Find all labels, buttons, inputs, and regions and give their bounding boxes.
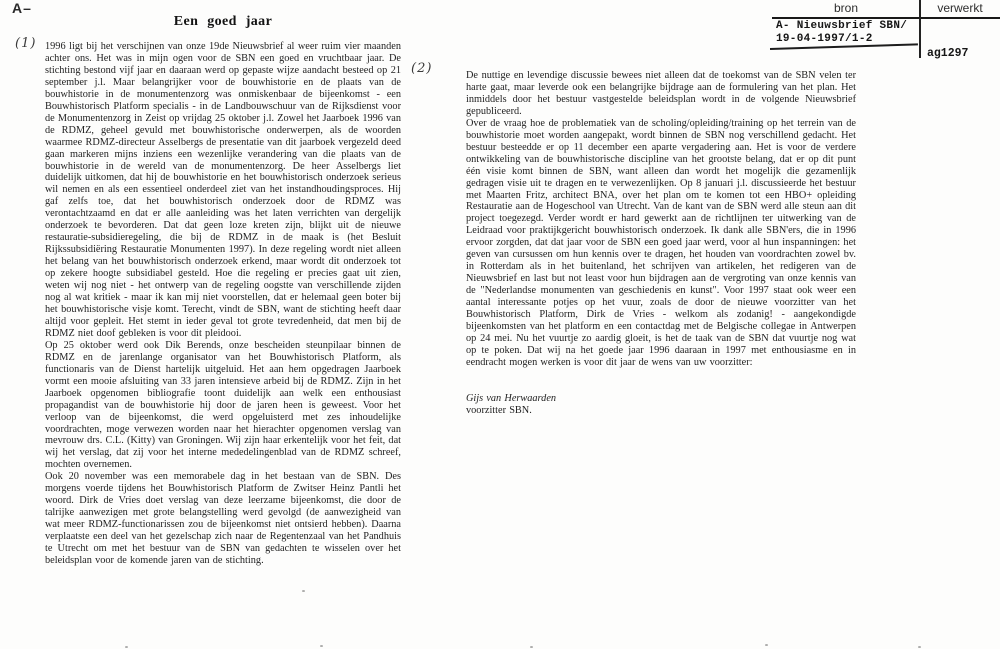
scan-artifact (302, 590, 305, 592)
stamp-vertical-divider (919, 0, 921, 58)
scan-artifact (320, 645, 323, 647)
handwritten-mark-1: (1) (15, 36, 37, 51)
paragraph: Over de vraag hoe de problematiek van de scholing/opleiding/training op het terrein van de bouwhistorie moet worden aangepakt, wordt binnen de SBN nog verschillend gedacht. Het bestuur besteedde er op 11 december een aparte vergadering aan. Het is voor de verdere ontwikkeling van de bouwhistorische discipline van het grootste belang, dat er op dit punt één visie komt binnen de SBN, want alleen dan wordt het mogelijk die gezamenlijk gedragen visie uit te dragen en te verwezenlijken. Op 8 januari j.l. discussieerde het bestuur met Maarten Fritz, architect BNA, over het plan om te komen tot een HBO+ opleiding Restauratie aan de Hogeschool van Utrecht. Van de kant van de SBN werd alle steun aan dit project toegezegd. Verder wordt er hard gewerkt aan de richtlijnen ter uitwerking van de Leidraad voor praktijkgericht bouwhistorisch onderzoek. Ik dank alle SBN'ers, die in 1996 ervoor zorgden, dat dat jaar voor de SBN een goed jaar werd, voor al hun inspanningen: het geven van cursussen om hun kennis over te dragen, het houden van voordrachten zowel bv. in Rotterdam als in het buitenland, het schrijven van artikelen, het redigeren van de Nieuwsbrief en last but not least voor hun bijdragen aan de vergroting van onze kennis van de "Nederlandse monumenten van geschiedenis en kunst". Voor 1997 staat ook weer een aantal interessante potjes op het vuur, zoals de door de nieuwe voorzitter van het Bouwhistorisch Platform, Dirk de Vries - welkom als zodanig! - aangekondigde bijeenkomsten van het platform en een contactdag met de Belgische collegae in Antwerpen op 24 mei. Nu het vuurtje zo aardig gloeit, is het de taak van de SBN dat vuurtje nog wat op te poken. Dat wij na het goede jaar 1996 daaraan in 1997 met enthousiasme en in eendracht mogen werken is voor dit jaar de wens van uw voorzitter: (466, 117, 856, 368)
paragraph: Ook 20 november was een memorabele dag in het bestaan van de SBN. Des morgens voerde tijdens het Bouwhistorisch Platform de Zwitser Heinz Pantli het woord. Dirk de Vries doet verslag van deze leerzame bijeenkomst, die door de talrijke aanwezigen met grote belangstelling werd gevolgd (de aanwezigheid van wat meer RDMZ-functionarissen zou de bijeenkomst niet ontsierd hebben). Daarna verplaatste een deel van het gezelschap zich naar de Regentenzaal van het Pandhuis te Utrecht om met het bestuur van de SBN van gedachten te wisselen over het beleidsplan voor de komende jaren van de stichting. (45, 471, 401, 566)
signature-block (466, 393, 856, 417)
stamp-source-value-line2: 19-04-1997/1-2 (776, 33, 873, 45)
scan-artifact (530, 646, 533, 648)
paragraph: Op 25 oktober werd ook Dik Berends, onze bescheiden steunpilaar binnen de RDMZ en de jarenlange organisator van het Bouwhistorisch Platform, als functionaris van de Dienst hartelijk uitgeluid. Het aan hem opgedragen Jaarboek vormt een mooie afsluiting van 33 jaren intensieve arbeid bij de RDMZ. Zijn in het Jaarboek opgenomen bibliografie toont duidelijk aan welk een enthousiast propagandist van de bouwhistorie hij door de jaren heen is geweest. Voor het verloop van de bijeenkomst, die werd opgeluisterd met zes inhoudelijke voordrachten, moge verwezen worden naar het hierachter opgenomen verslag van mevrouw drs. C.L. (Kitty) van Groningen. Wij zijn haar erkentelijk voor het feit, dat wij het verslag, dat zij voor het interne mededelingenblad van de RDMZ schreef, mochten overnemen. (45, 339, 401, 471)
handwritten-mark-2: (2) (411, 61, 433, 76)
stamp-source-header: bron (833, 1, 859, 15)
scan-artifact (125, 646, 128, 648)
paragraph: 1996 ligt bij het verschijnen van onze 19de Nieuwsbrief al weer ruim vier maanden achter ons. Het was in mijn ogen voor de SBN een goed en vruchtbaar jaar. De stichting bestond vijf jaar en daaraan werd op gepaste wijze aandacht besteed op 21 september j.l. Maar belangrijker voor de bouwhistorie en de plaats van de bouwhistorie in de monumentenzorg was onmiskenbaar de bijeenkomst - een Bouwhistorisch Platform specialis - in de Landbouwschuur van de Rijksdienst voor de Monumentenzorg in Zeist op vrijdag 25 oktober j.l. Zowel het Jaarboek 1996 van de RDMZ, geheel gevuld met bouwhistorische onderwerpen, als de woorden waarmee RDMZ-directeur Asselbergs de presentatie van dit jaarboek vergezeld deed gaan markeren mijns inziens een wezenlijke verandering van die plaats van de bouwhistorie in de wereld van de monumentenzorg. De heer Asselbergs liet duidelijk uitkomen, dat hij de bouwhistorie en het bouwhistorisch onderzoek serieus wil nemen en als een essentieel onderdeel ziet van het instandhoudingsproces. Hij gaf zelfs toe, dat het bouwhistorisch onderzoek door de RDMZ was verontachtzaamd en dat er alle aanleiding was het laten verrichten van dergelijk onderzoek te bevorderen. Dat dat geen loze kreten zijn, blijkt uit de nieuwe restauratie-subsidieregeling, die bij de RDMZ in de maak is (het Besluit Rijkssubsidiëring Restauratie Monumenten 1997). In deze regeling wordt niet alleen het belang van het bouwhistorisch onderzoek erkend, maar wordt dit onderzoek tot op zekere hoogte subsidiabel gesteld. Hoe die regeling er precies gaat uit zien, weten wij nog niet - het ontwerp van de regeling oogstte van verschillende zijden nog al wat kritiek - maar ik kan mij niet voorstellen, dat er helemaal geen boter bij het bouwhistorische visje komt. Terecht, vindt de SBN, want de stichting heeft daar altijd voor gepleit. Het stemt in ieder geval tot grote tevredenheid, dat men bij de RDMZ niet doof gebleken is voor dit pleidooi. (45, 41, 401, 339)
signature-name: Gijs van Herwaarden (466, 392, 557, 404)
text-column-left (45, 41, 401, 567)
stamp-horizontal-rule (772, 17, 1000, 19)
scan-artifact (765, 644, 768, 646)
stamp-processed-header: verwerkt (937, 1, 983, 15)
scan-artifact (918, 646, 921, 648)
stamp-source-value-line1: A- Nieuwsbrief SBN/ (776, 20, 908, 32)
stamp-processed-value: ag1297 (927, 47, 969, 60)
handwritten-corner-mark: A– (12, 0, 32, 16)
page-title: Een goed jaar (173, 14, 273, 29)
paragraph: De nuttige en levendige discussie bewees niet alleen dat de toekomst van de SBN velen ter harte gaat, maar leverde ook een belangrijke bijdrage aan de formulering van het plan. Het inmiddels door het bestuur vastgestelde beleidsplan wordt in de volgende Nieuwsbrief gepubliceerd. (466, 70, 856, 117)
text-column-right (466, 70, 856, 417)
signature-title: voorzitter SBN. (466, 404, 532, 416)
archive-stamp-box (772, 0, 1000, 70)
